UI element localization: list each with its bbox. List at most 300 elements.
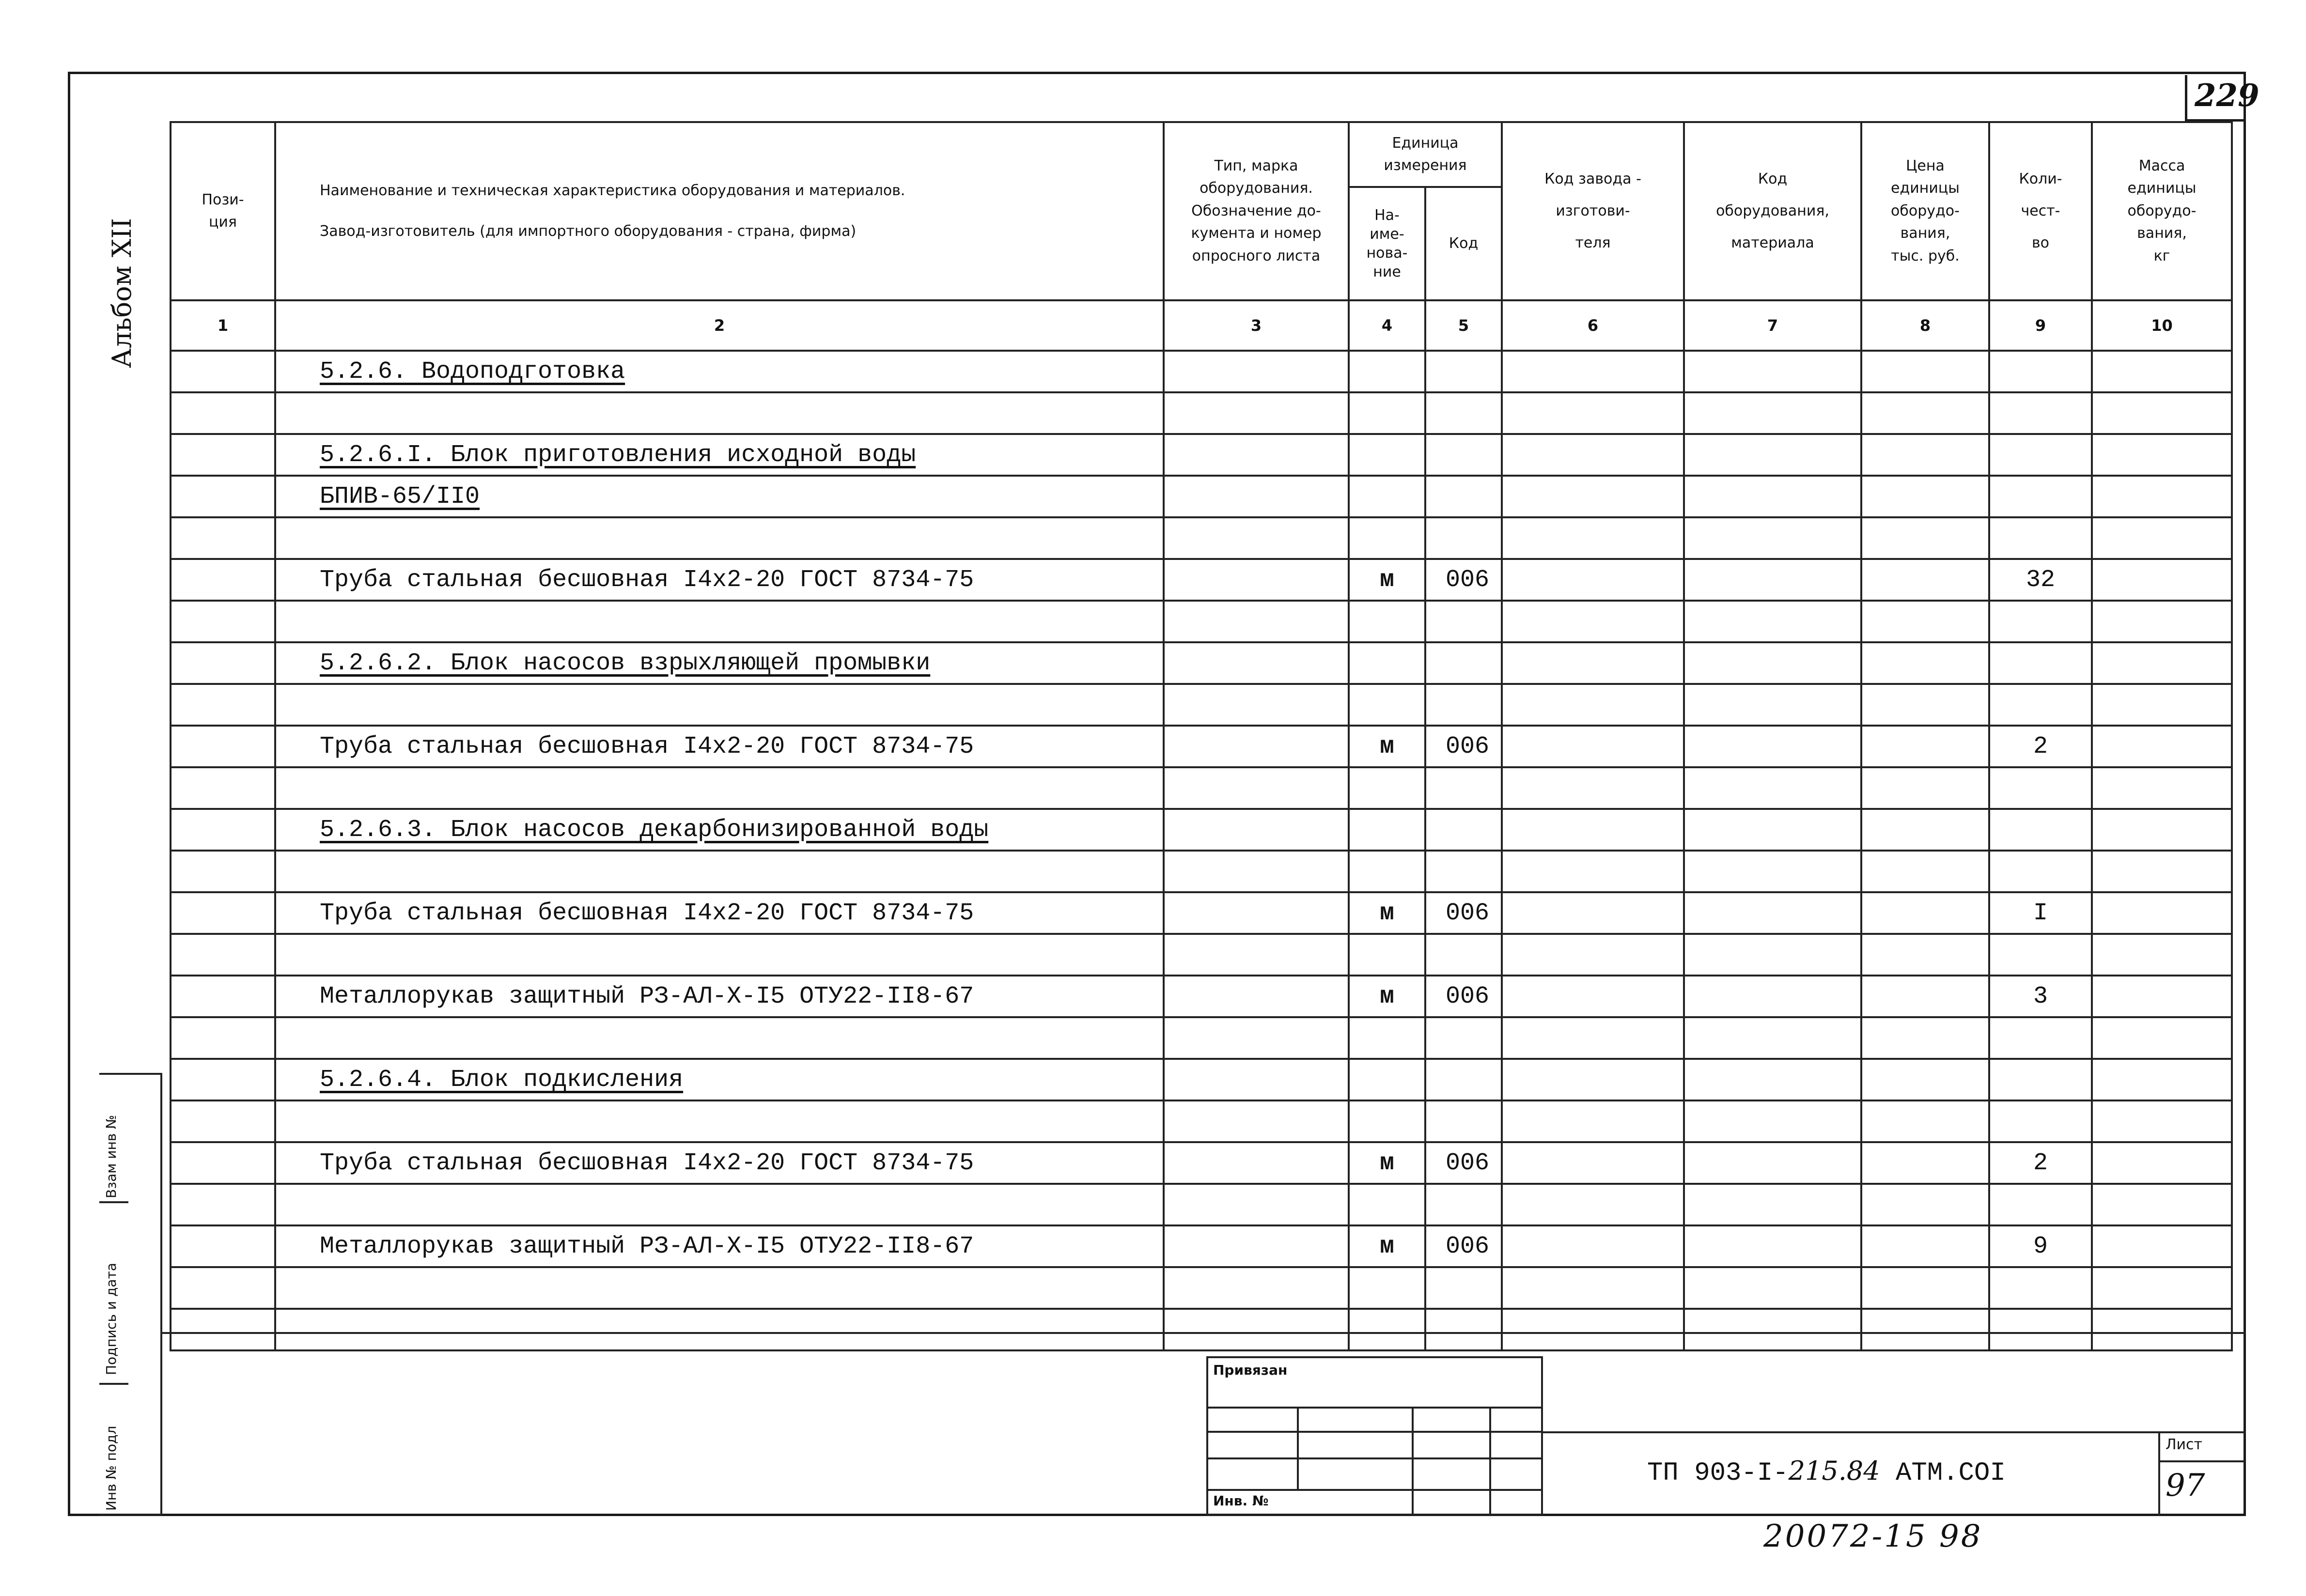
cell-quantity — [1989, 392, 2092, 434]
cell-quantity — [1989, 476, 2092, 517]
cell-unit-code — [1425, 1184, 1502, 1225]
cell-name: 5.2.6.I. Блок приготовления исходной воды — [275, 434, 1164, 476]
cell-equipment-code — [1684, 351, 1861, 392]
header-unit-code: Код — [1425, 187, 1502, 300]
cell-price — [1861, 1100, 1989, 1142]
table-row — [171, 976, 2232, 1017]
cell-factory-code — [1502, 1142, 1684, 1184]
cell-position — [171, 1017, 275, 1059]
cell-price — [1861, 1225, 1989, 1267]
cell-mass — [2092, 559, 2232, 601]
cell-equipment-code — [1684, 434, 1861, 476]
cell-mass — [2092, 851, 2232, 892]
cell-quantity — [1989, 1184, 2092, 1225]
header-equipment-code: Код оборудования, материала — [1684, 122, 1861, 300]
column-number: 6 — [1502, 300, 1684, 351]
cell-equipment-code — [1684, 726, 1861, 767]
cell-mass — [2092, 1184, 2232, 1225]
stamp-vline-2 — [1412, 1407, 1414, 1516]
header-quantity: Коли- чест- во — [1989, 122, 2092, 300]
cell-type — [1164, 1267, 1349, 1309]
cell-type — [1164, 434, 1349, 476]
cell-unit-name — [1349, 1309, 1425, 1350]
cell-quantity — [1989, 851, 2092, 892]
column-number: 5 — [1425, 300, 1502, 351]
cell-equipment-code — [1684, 1225, 1861, 1267]
cell-name — [275, 1184, 1164, 1225]
cell-equipment-code — [1684, 642, 1861, 684]
cell-quantity: I — [1989, 892, 2092, 934]
designation-prefix: ТП 903-I- — [1647, 1458, 1789, 1488]
cell-unit-code — [1425, 851, 1502, 892]
cell-quantity — [1989, 809, 2092, 851]
cell-unit-name — [1349, 517, 1425, 559]
cell-mass — [2092, 726, 2232, 767]
cell-unit-name — [1349, 1017, 1425, 1059]
cell-equipment-code — [1684, 1017, 1861, 1059]
cell-mass — [2092, 1100, 2232, 1142]
cell-mass — [2092, 684, 2232, 726]
cell-name: 5.2.6.4. Блок подкисления — [275, 1059, 1164, 1100]
cell-unit-code — [1425, 642, 1502, 684]
column-numbers-row — [171, 300, 2232, 351]
cell-factory-code — [1502, 476, 1684, 517]
cell-unit-code — [1425, 517, 1502, 559]
cell-factory-code — [1502, 351, 1684, 392]
cell-price — [1861, 1309, 1989, 1350]
cell-equipment-code — [1684, 1309, 1861, 1350]
cell-name — [275, 1267, 1164, 1309]
cell-quantity — [1989, 684, 2092, 726]
table-row — [171, 1017, 2232, 1059]
cell-unit-code — [1425, 392, 1502, 434]
cell-type — [1164, 476, 1349, 517]
cell-mass — [2092, 1142, 2232, 1184]
cell-position — [171, 392, 275, 434]
cell-factory-code — [1502, 976, 1684, 1017]
cell-type — [1164, 601, 1349, 642]
cell-position — [171, 767, 275, 809]
table-row — [171, 767, 2232, 809]
cell-mass — [2092, 809, 2232, 851]
table-row — [171, 601, 2232, 642]
table-row — [171, 351, 2232, 392]
cell-unit-code: 006 — [1425, 1225, 1502, 1267]
cell-mass — [2092, 351, 2232, 392]
cell-equipment-code — [1684, 851, 1861, 892]
cell-equipment-code — [1684, 892, 1861, 934]
cell-equipment-code — [1684, 1142, 1861, 1184]
cell-price — [1861, 559, 1989, 601]
cell-unit-code — [1425, 1267, 1502, 1309]
cell-unit-name: м — [1349, 1225, 1425, 1267]
cell-name — [275, 1017, 1164, 1059]
cell-type — [1164, 1100, 1349, 1142]
cell-quantity — [1989, 601, 2092, 642]
cell-equipment-code — [1684, 559, 1861, 601]
cell-position — [171, 851, 275, 892]
cell-position — [171, 1100, 275, 1142]
cell-factory-code — [1502, 1267, 1684, 1309]
table-row — [171, 684, 2232, 726]
cell-position — [171, 1059, 275, 1100]
cell-quantity — [1989, 1017, 2092, 1059]
table-body — [171, 351, 2232, 1350]
cell-equipment-code — [1684, 517, 1861, 559]
cell-factory-code — [1502, 767, 1684, 809]
cell-name: Труба стальная бесшовная I4x2-20 ГОСТ 8734-75 — [275, 892, 1164, 934]
cell-equipment-code — [1684, 809, 1861, 851]
cell-type — [1164, 767, 1349, 809]
cell-unit-code — [1425, 1059, 1502, 1100]
cell-price — [1861, 1017, 1989, 1059]
header-unit-name: На- име- нова- ние — [1349, 187, 1425, 300]
cell-equipment-code — [1684, 1100, 1861, 1142]
cell-factory-code — [1502, 392, 1684, 434]
cell-unit-name — [1349, 601, 1425, 642]
cell-factory-code — [1502, 892, 1684, 934]
cell-quantity — [1989, 1059, 2092, 1100]
table-row — [171, 434, 2232, 476]
cell-equipment-code — [1684, 601, 1861, 642]
cell-type — [1164, 684, 1349, 726]
cell-quantity — [1989, 1100, 2092, 1142]
cell-equipment-code — [1684, 1184, 1861, 1225]
side-label-podpis: Подпись и дата — [103, 1263, 119, 1375]
cell-equipment-code — [1684, 392, 1861, 434]
cell-name — [275, 392, 1164, 434]
cell-unit-code: 006 — [1425, 976, 1502, 1017]
table-row — [171, 559, 2232, 601]
table-row — [171, 1142, 2232, 1184]
document-designation — [1647, 1456, 2006, 1488]
cell-name: Металлорукав защитный РЗ-АЛ-Х-I5 ОТУ22-II8-67 — [275, 1225, 1164, 1267]
cell-quantity — [1989, 1309, 2092, 1350]
cell-factory-code — [1502, 642, 1684, 684]
cell-price — [1861, 434, 1989, 476]
column-number: 1 — [171, 300, 275, 351]
designation-handwritten: 215.84 — [1788, 1456, 1880, 1486]
stamp-privyazan: Привязан — [1213, 1362, 1288, 1378]
cell-unit-name — [1349, 851, 1425, 892]
cell-factory-code — [1502, 684, 1684, 726]
table-row — [171, 642, 2232, 684]
cell-name — [275, 851, 1164, 892]
cell-unit-code — [1425, 601, 1502, 642]
cell-equipment-code — [1684, 684, 1861, 726]
cell-type — [1164, 642, 1349, 684]
cell-position — [171, 1184, 275, 1225]
side-label-inv-podl: Инв № подл — [103, 1426, 119, 1511]
cell-unit-name — [1349, 392, 1425, 434]
cell-unit-code — [1425, 809, 1502, 851]
stamp-vline-3 — [1489, 1407, 1491, 1516]
cell-unit-code — [1425, 1017, 1502, 1059]
cell-position — [171, 1267, 275, 1309]
cell-unit-name: м — [1349, 726, 1425, 767]
cell-quantity — [1989, 1267, 2092, 1309]
cell-mass — [2092, 642, 2232, 684]
cell-unit-name — [1349, 1267, 1425, 1309]
cell-factory-code — [1502, 434, 1684, 476]
cell-factory-code — [1502, 601, 1684, 642]
cell-factory-code — [1502, 851, 1684, 892]
cell-factory-code — [1502, 517, 1684, 559]
album-label: Альбом XII — [107, 218, 137, 368]
cell-unit-code: 006 — [1425, 726, 1502, 767]
cell-mass — [2092, 434, 2232, 476]
table-row — [171, 809, 2232, 851]
side-cell-inv-vzam — [99, 1075, 128, 1203]
cell-position — [171, 1142, 275, 1184]
cell-unit-name: м — [1349, 559, 1425, 601]
cell-price — [1861, 684, 1989, 726]
cell-type — [1164, 1309, 1349, 1350]
table-row — [171, 476, 2232, 517]
cell-price — [1861, 1184, 1989, 1225]
cell-type — [1164, 851, 1349, 892]
header-type: Тип, марка оборудования. Обозначение до- кумента и номер опросного листа — [1164, 122, 1349, 300]
cell-factory-code — [1502, 559, 1684, 601]
cell-quantity — [1989, 517, 2092, 559]
cell-name: 5.2.6.3. Блок насосов декарбонизированной воды — [275, 809, 1164, 851]
cell-type — [1164, 976, 1349, 1017]
side-approval-strip — [99, 1073, 162, 1516]
specification-table — [170, 121, 2233, 1351]
footer-number: 20072-15 98 — [1763, 1519, 1983, 1554]
cell-position — [171, 726, 275, 767]
cell-quantity: 32 — [1989, 559, 2092, 601]
cell-name — [275, 767, 1164, 809]
cell-unit-code — [1425, 476, 1502, 517]
table-row — [171, 1059, 2232, 1100]
cell-type — [1164, 1017, 1349, 1059]
stamp-inv-no: Инв. № — [1213, 1493, 1269, 1509]
cell-name — [275, 934, 1164, 976]
cell-unit-code — [1425, 434, 1502, 476]
cell-equipment-code — [1684, 1059, 1861, 1100]
cell-type — [1164, 892, 1349, 934]
cell-mass — [2092, 767, 2232, 809]
cell-quantity: 3 — [1989, 976, 2092, 1017]
cell-unit-name — [1349, 767, 1425, 809]
column-number: 8 — [1861, 300, 1989, 351]
cell-price — [1861, 642, 1989, 684]
cell-equipment-code — [1684, 976, 1861, 1017]
cell-unit-code: 006 — [1425, 1142, 1502, 1184]
cell-position — [171, 517, 275, 559]
table-row — [171, 1267, 2232, 1309]
cell-price — [1861, 1059, 1989, 1100]
cell-unit-name — [1349, 434, 1425, 476]
column-number: 2 — [275, 300, 1164, 351]
cell-equipment-code — [1684, 476, 1861, 517]
cell-quantity — [1989, 642, 2092, 684]
binding-stamp — [1206, 1356, 1543, 1516]
cell-mass — [2092, 601, 2232, 642]
cell-equipment-code — [1684, 1267, 1861, 1309]
cell-equipment-code — [1684, 767, 1861, 809]
cell-factory-code — [1502, 1184, 1684, 1225]
cell-price — [1861, 726, 1989, 767]
sheet-label: Лист — [2166, 1436, 2203, 1453]
cell-mass — [2092, 1225, 2232, 1267]
page-number: 229 — [2195, 77, 2259, 114]
cell-name — [275, 517, 1164, 559]
column-number: 9 — [1989, 300, 2092, 351]
cell-factory-code — [1502, 1059, 1684, 1100]
cell-type — [1164, 934, 1349, 976]
cell-mass — [2092, 1017, 2232, 1059]
cell-type — [1164, 1142, 1349, 1184]
cell-factory-code — [1502, 934, 1684, 976]
cell-name: Металлорукав защитный РЗ-АЛ-Х-I5 ОТУ22-II8-67 — [275, 976, 1164, 1017]
cell-unit-name — [1349, 1059, 1425, 1100]
cell-type — [1164, 1059, 1349, 1100]
header-mass: Масса единицы оборудо- вания, кг — [2092, 122, 2232, 300]
header-name: Наименование и техническая характеристика оборудования и материалов. Завод-изготовитель (для импортного оборудования - страна, фирма) — [275, 122, 1164, 300]
cell-price — [1861, 476, 1989, 517]
cell-unit-name — [1349, 642, 1425, 684]
cell-unit-code — [1425, 351, 1502, 392]
cell-factory-code — [1502, 726, 1684, 767]
sheet-divider — [2158, 1460, 2245, 1462]
cell-type — [1164, 351, 1349, 392]
cell-name — [275, 684, 1164, 726]
cell-position — [171, 809, 275, 851]
cell-mass — [2092, 892, 2232, 934]
cell-unit-name — [1349, 809, 1425, 851]
header-unit: Единица измерения — [1349, 122, 1502, 187]
header-factory-code: Код завода - изготови- теля — [1502, 122, 1684, 300]
cell-quantity — [1989, 351, 2092, 392]
cell-unit-name — [1349, 1184, 1425, 1225]
cell-unit-name: м — [1349, 976, 1425, 1017]
cell-quantity: 9 — [1989, 1225, 2092, 1267]
cell-position — [171, 559, 275, 601]
cell-position — [171, 684, 275, 726]
cell-position — [171, 476, 275, 517]
cell-position — [171, 1309, 275, 1350]
cell-unit-name: м — [1349, 1142, 1425, 1184]
cell-unit-code — [1425, 934, 1502, 976]
cell-factory-code — [1502, 1225, 1684, 1267]
cell-price — [1861, 934, 1989, 976]
cell-name: БПИВ-65/II0 — [275, 476, 1164, 517]
cell-quantity: 2 — [1989, 1142, 2092, 1184]
cell-mass — [2092, 476, 2232, 517]
cell-factory-code — [1502, 809, 1684, 851]
cell-unit-code — [1425, 1309, 1502, 1350]
cell-type — [1164, 392, 1349, 434]
cell-price — [1861, 351, 1989, 392]
table-row — [171, 934, 2232, 976]
cell-name — [275, 601, 1164, 642]
cell-price — [1861, 976, 1989, 1017]
side-cell-inv-podl — [99, 1385, 128, 1516]
cell-mass — [2092, 1267, 2232, 1309]
cell-factory-code — [1502, 1309, 1684, 1350]
cell-unit-name — [1349, 684, 1425, 726]
cell-type — [1164, 559, 1349, 601]
side-label-inv-vzam: Взам инв № — [103, 1115, 119, 1198]
bottom-divider — [162, 1332, 2245, 1334]
cell-price — [1861, 809, 1989, 851]
cell-unit-code — [1425, 1100, 1502, 1142]
cell-price — [1861, 392, 1989, 434]
cell-price — [1861, 1267, 1989, 1309]
cell-type — [1164, 1184, 1349, 1225]
cell-price — [1861, 517, 1989, 559]
cell-name — [275, 1100, 1164, 1142]
cell-mass — [2092, 934, 2232, 976]
cell-price — [1861, 892, 1989, 934]
cell-position — [171, 892, 275, 934]
cell-name: Труба стальная бесшовная I4x2-20 ГОСТ 8734-75 — [275, 726, 1164, 767]
cell-position — [171, 976, 275, 1017]
cell-unit-name — [1349, 351, 1425, 392]
cell-position — [171, 934, 275, 976]
table-row — [171, 892, 2232, 934]
cell-unit-code: 006 — [1425, 559, 1502, 601]
cell-name: 5.2.6.2. Блок насосов взрыхляющей промывки — [275, 642, 1164, 684]
cell-type — [1164, 1225, 1349, 1267]
table-row — [171, 726, 2232, 767]
cell-unit-name — [1349, 1100, 1425, 1142]
cell-name: 5.2.6. Водоподготовка — [275, 351, 1164, 392]
table-row — [171, 1225, 2232, 1267]
cell-quantity — [1989, 767, 2092, 809]
cell-price — [1861, 851, 1989, 892]
cell-type — [1164, 809, 1349, 851]
column-number: 4 — [1349, 300, 1425, 351]
cell-unit-name — [1349, 476, 1425, 517]
cell-mass — [2092, 1059, 2232, 1100]
side-cell-podpis — [99, 1203, 128, 1385]
cell-name: Труба стальная бесшовная I4x2-20 ГОСТ 8734-75 — [275, 1142, 1164, 1184]
table-row — [171, 1100, 2232, 1142]
cell-unit-name: м — [1349, 892, 1425, 934]
cell-quantity — [1989, 434, 2092, 476]
cell-unit-code — [1425, 767, 1502, 809]
cell-position — [171, 642, 275, 684]
cell-unit-name — [1349, 934, 1425, 976]
table-row — [171, 1309, 2232, 1350]
sheet-number: 97 — [2166, 1468, 2205, 1503]
cell-name — [275, 1309, 1164, 1350]
designation-suffix: АТМ.СОI — [1880, 1458, 2006, 1488]
cell-mass — [2092, 976, 2232, 1017]
cell-position — [171, 351, 275, 392]
column-number: 10 — [2092, 300, 2232, 351]
cell-factory-code — [1502, 1100, 1684, 1142]
cell-position — [171, 601, 275, 642]
cell-price — [1861, 601, 1989, 642]
table-row — [171, 392, 2232, 434]
cell-type — [1164, 726, 1349, 767]
cell-factory-code — [1502, 1017, 1684, 1059]
header-price: Цена единицы оборудо- вания, тыс. руб. — [1861, 122, 1989, 300]
cell-unit-code: 006 — [1425, 892, 1502, 934]
header-position: Пози- ция — [171, 122, 275, 300]
cell-mass — [2092, 517, 2232, 559]
cell-quantity: 2 — [1989, 726, 2092, 767]
cell-unit-code — [1425, 684, 1502, 726]
cell-name: Труба стальная бесшовная I4x2-20 ГОСТ 8734-75 — [275, 559, 1164, 601]
cell-mass — [2092, 1309, 2232, 1350]
cell-position — [171, 1225, 275, 1267]
table-row — [171, 517, 2232, 559]
